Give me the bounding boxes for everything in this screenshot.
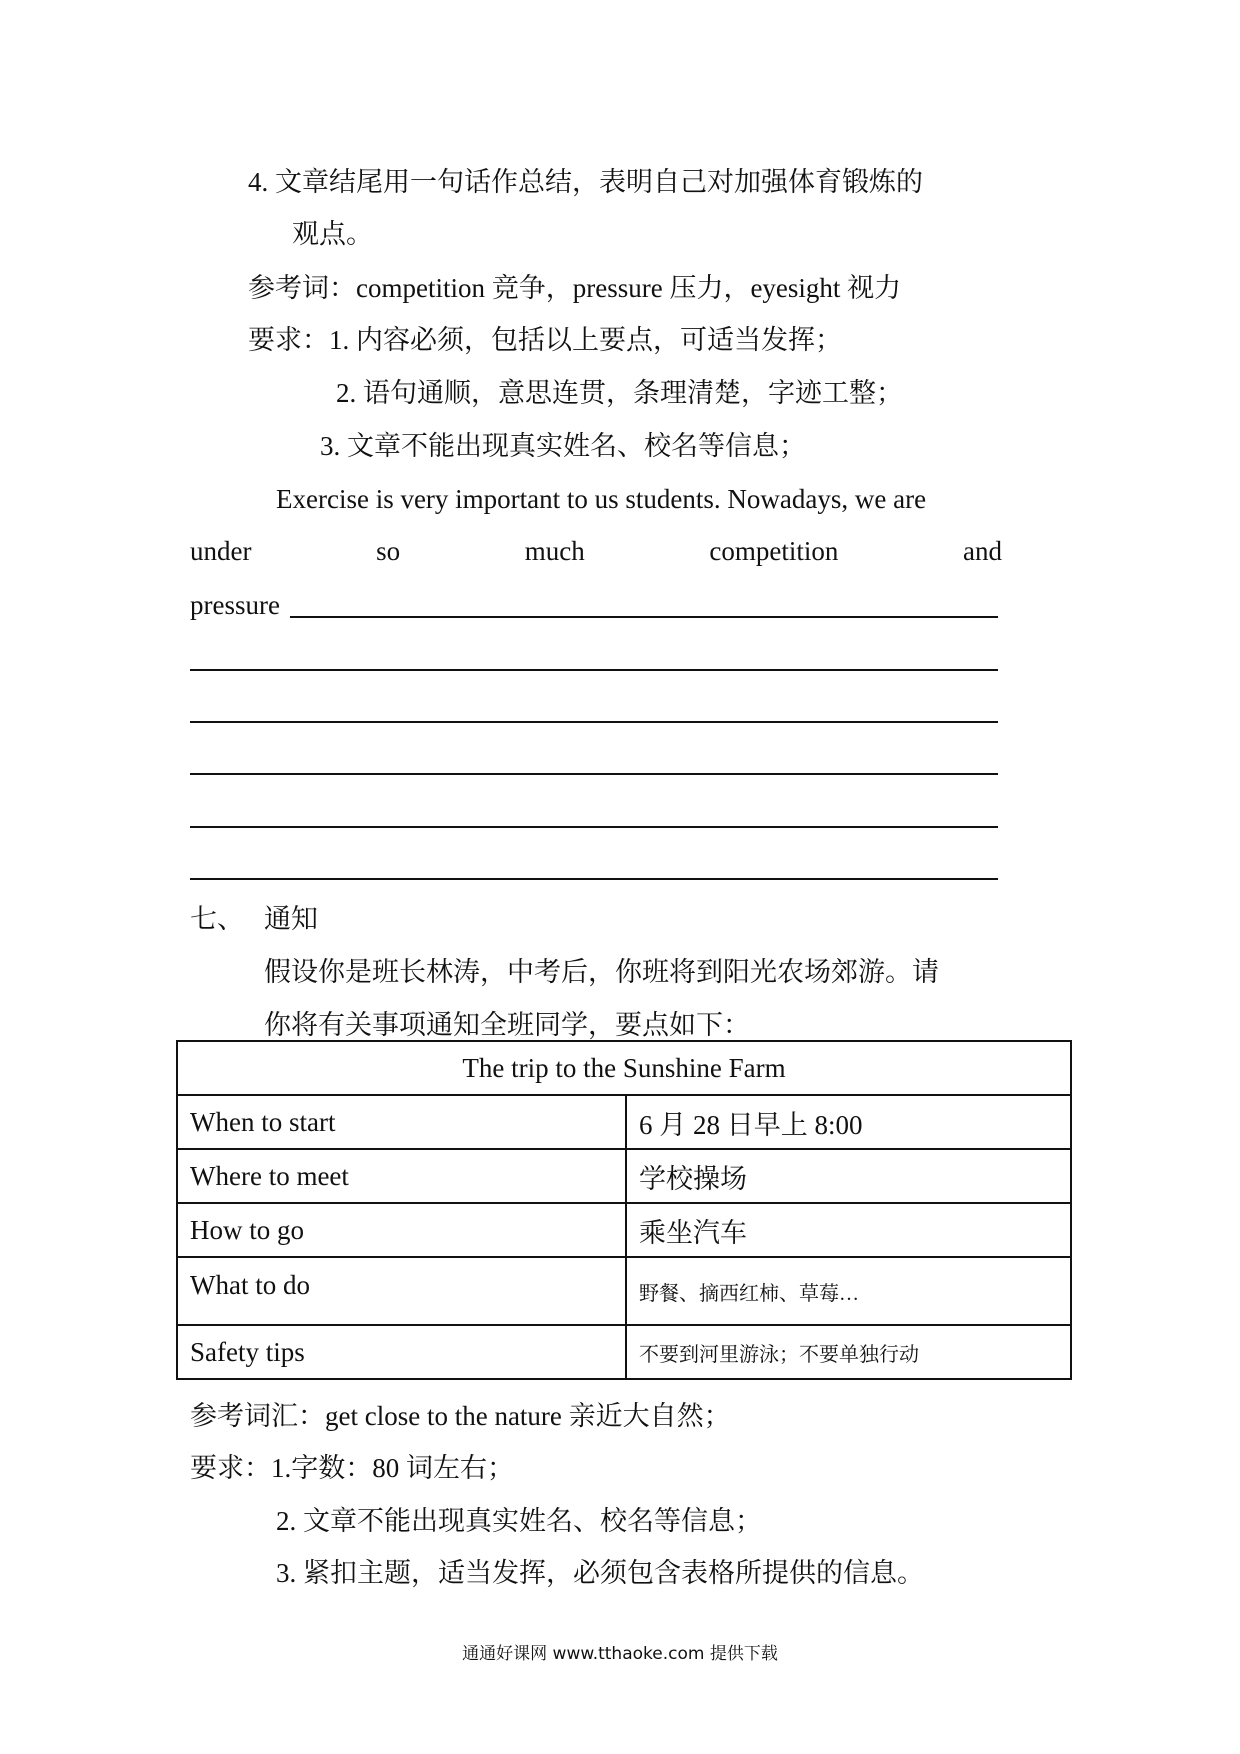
table-row <box>177 1149 1071 1203</box>
essay-opening-line: Exercise is very important to us students. Nowadays, we are <box>276 484 927 514</box>
requirement-3: 3. 文章不能出现真实姓名、校名等信息； <box>320 431 806 461</box>
section-7-requirement-3: 3. 紧扣主题，适当发挥，必须包含表格所提供的信息。 <box>276 1558 924 1588</box>
table-row <box>177 1203 1071 1257</box>
table-title: The trip to the Sunshine Farm <box>177 1041 1071 1095</box>
section-7-intro-line-2: 你将有关事项通知全班同学，要点如下： <box>264 1010 750 1040</box>
point-4-line-1: 4. 文章结尾用一句话作总结，表明自己对加强体育锻炼的 <box>248 167 923 197</box>
row-value: 学校操场 <box>626 1149 1071 1203</box>
writing-line[interactable] <box>190 773 998 775</box>
essay-opening-line-2 <box>190 536 1002 567</box>
reference-words: 参考词：competition 竞争，pressure 压力，eyesight 视力 <box>248 273 902 303</box>
point-4-line-2: 观点。 <box>292 219 373 249</box>
table-row <box>177 1257 1071 1325</box>
section-7-intro-line-1: 假设你是班长林涛，中考后，你班将到阳光农场郊游。请 <box>264 957 939 987</box>
trip-info-table <box>176 1040 1072 1380</box>
writing-line[interactable] <box>190 826 998 828</box>
essay-opening-line-3: pressure <box>190 590 280 620</box>
row-label: Where to meet <box>177 1149 626 1203</box>
requirement-2: 2. 语句通顺，意思连贯，条理清楚，字迹工整； <box>336 378 903 408</box>
requirement-1: 要求：1. 内容必须，包括以上要点，可适当发挥； <box>248 325 842 355</box>
row-label: What to do <box>177 1257 626 1325</box>
row-label: How to go <box>177 1203 626 1257</box>
section-7-vocab: 参考词汇：get close to the nature 亲近大自然； <box>190 1401 731 1431</box>
section-7-title: 通知 <box>264 904 318 934</box>
essay-word: so <box>376 536 401 566</box>
writing-line[interactable] <box>290 616 998 618</box>
essay-word: much <box>524 536 585 566</box>
row-value: 野餐、摘西红柿、草莓… <box>626 1257 1071 1325</box>
row-value: 乘坐汽车 <box>626 1203 1071 1257</box>
section-7-requirement-2: 2. 文章不能出现真实姓名、校名等信息； <box>276 1506 762 1536</box>
table-title-row <box>177 1041 1071 1095</box>
writing-line[interactable] <box>190 721 998 723</box>
writing-line[interactable] <box>190 669 998 671</box>
row-value: 不要到河里游泳；不要单独行动 <box>626 1325 1071 1379</box>
essay-word: and <box>962 536 1002 566</box>
section-7-requirement-1: 要求：1.字数：80 词左右； <box>190 1453 514 1483</box>
page-footer: 通通好课网 www.tthaoke.com 提供下载 <box>462 1644 778 1664</box>
table-row <box>177 1325 1071 1379</box>
table-row <box>177 1095 1071 1149</box>
row-value: 6 月 28 日早上 8:00 <box>626 1095 1071 1149</box>
essay-word: competition <box>709 536 839 566</box>
essay-word: under <box>190 536 252 566</box>
row-label: When to start <box>177 1095 626 1149</box>
row-label: Safety tips <box>177 1325 626 1379</box>
writing-line[interactable] <box>190 878 998 880</box>
section-7-number: 七、 <box>190 904 244 934</box>
